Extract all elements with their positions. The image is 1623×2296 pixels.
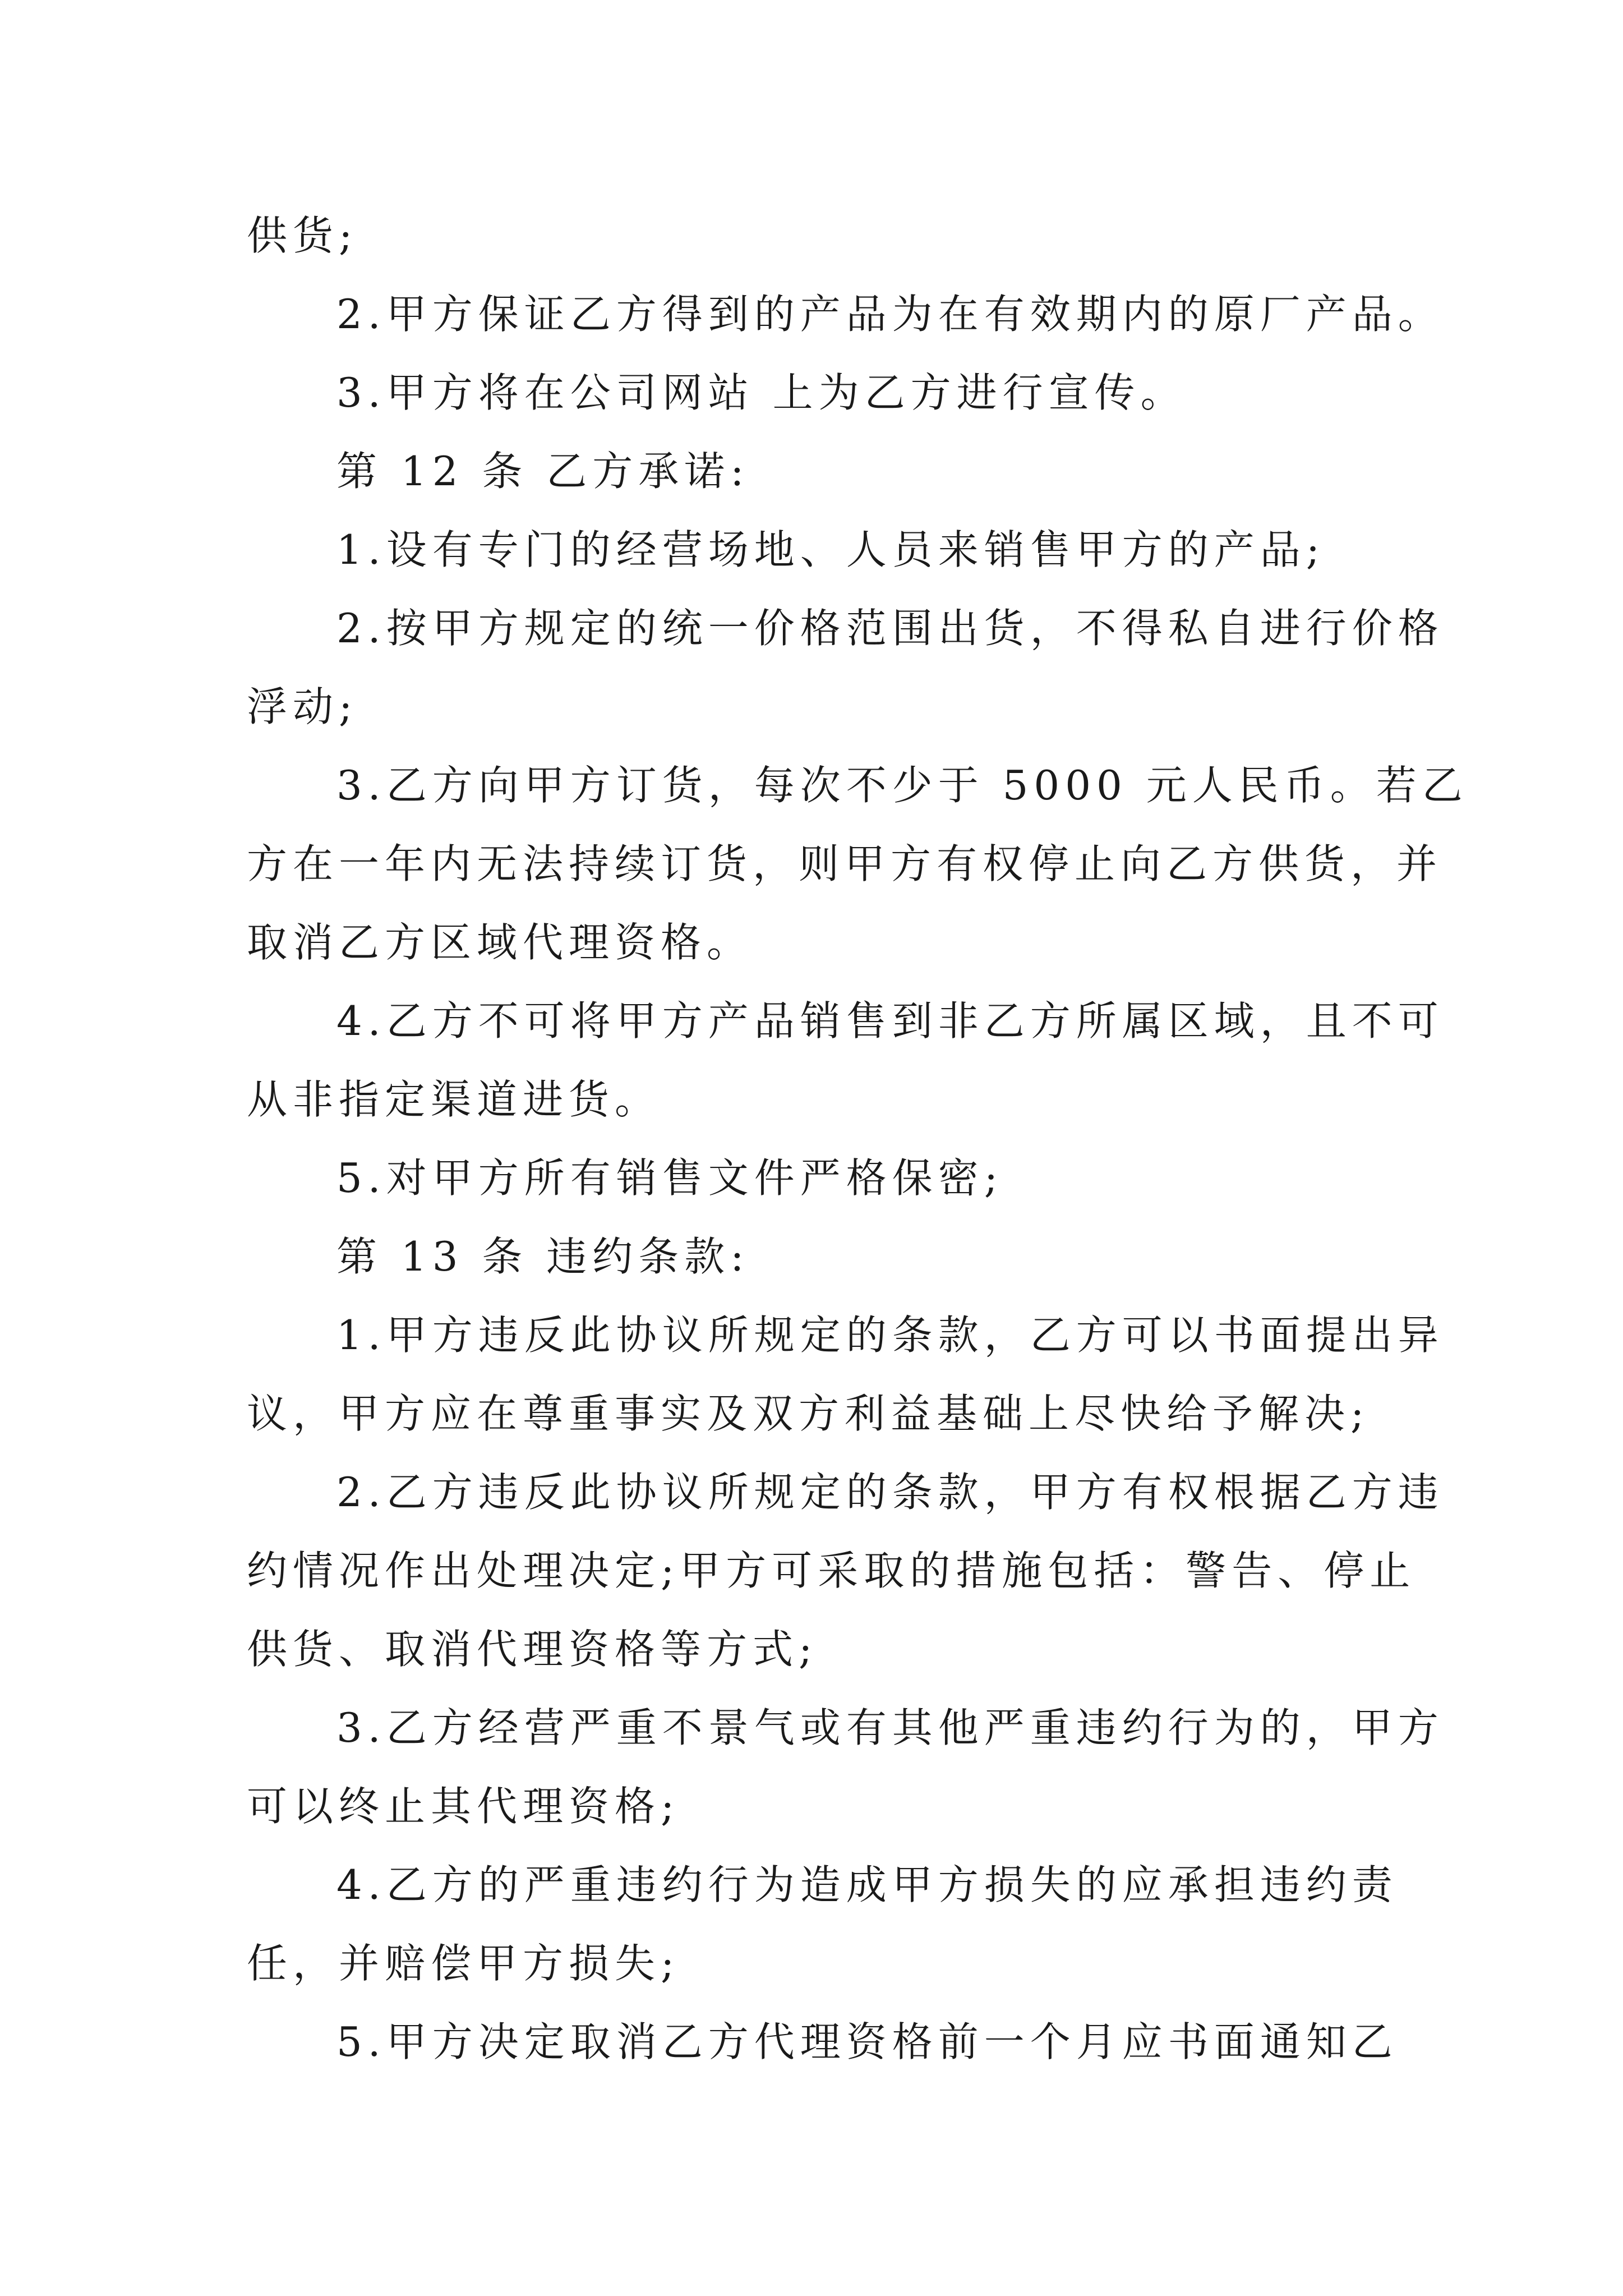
text-line: 5.甲方决定取消乙方代理资格前一个月应书面通知乙 — [336, 2018, 1398, 2065]
text-line: 取消乙方区域代理资格。 — [247, 919, 753, 966]
text-line: 方在一年内无法持续订货，则甲方有权停止向乙方供货，并 — [247, 840, 1443, 887]
section-heading: 第 13 条 违约条款: — [336, 1233, 750, 1280]
text-line: 1.设有专门的经营场地、人员来销售甲方的产品; — [336, 526, 1325, 573]
text-line: 4.乙方不可将甲方产品销售到非乙方所属区域，且不可 — [336, 997, 1444, 1045]
text-line: 从非指定渠道进货。 — [247, 1076, 661, 1123]
text-line: 3.乙方向甲方订货，每次不少于 5000 元人民币。若乙 — [336, 762, 1468, 809]
text-line: 2.按甲方规定的统一价格范围出货，不得私自进行价格 — [336, 605, 1444, 652]
section-heading: 第 12 条 乙方承诺: — [336, 448, 750, 495]
text-line: 2.甲方保证乙方得到的产品为在有效期内的原厂产品。 — [336, 291, 1444, 338]
text-line: 约情况作出处理决定;甲方可采取的措施包括：警告、停止 — [247, 1547, 1416, 1594]
text-line: 3.乙方经营严重不景气或有其他严重违约行为的，甲方 — [336, 1704, 1444, 1751]
text-line: 供货、取消代理资格等方式; — [247, 1626, 818, 1673]
text-line: 5.对甲方所有销售文件严格保密; — [336, 1154, 1003, 1202]
text-line: 2.乙方违反此协议所规定的条款，甲方有权根据乙方违 — [336, 1469, 1444, 1516]
text-line: 1.甲方违反此协议所规定的条款，乙方可以书面提出异 — [336, 1312, 1444, 1359]
text-line: 可以终止其代理资格; — [247, 1783, 680, 1830]
text-line: 浮动; — [247, 683, 358, 730]
text-line: 任，并赔偿甲方损失; — [247, 1940, 680, 1987]
text-line: 供货; — [247, 212, 358, 259]
text-line: 议，甲方应在尊重事实及双方利益基础上尽快给予解决; — [247, 1390, 1370, 1437]
text-line: 3.甲方将在公司网站 上为乙方进行宣传。 — [336, 369, 1187, 416]
text-line: 4.乙方的严重违约行为造成甲方损失的应承担违约责 — [336, 1861, 1398, 1908]
